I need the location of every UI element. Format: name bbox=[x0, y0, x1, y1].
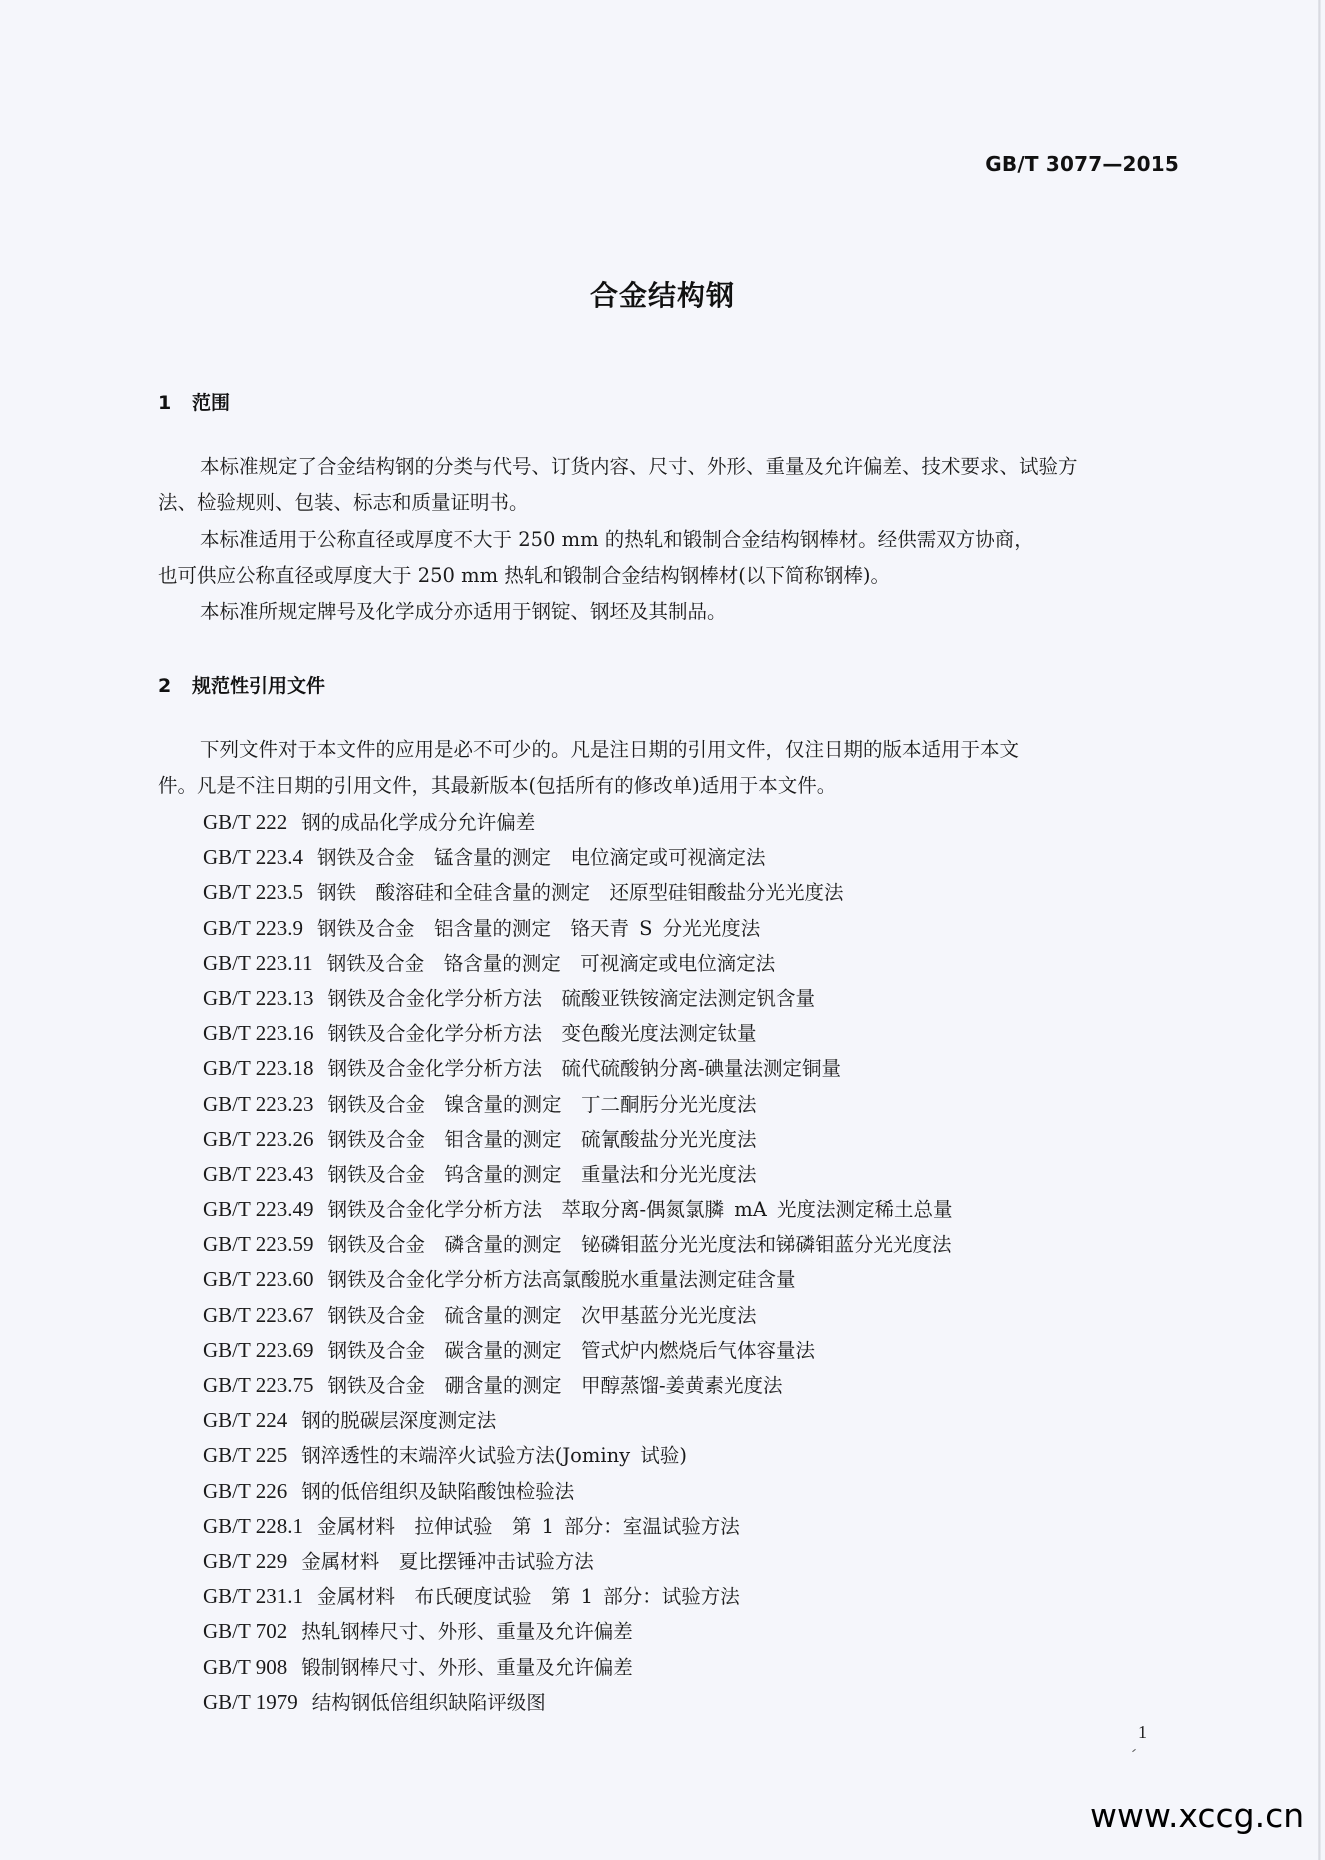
reference-item bbox=[203, 1655, 953, 1690]
reference-title: 热轧钢棒尺寸、外形、重量及允许偏差 bbox=[301, 1620, 633, 1644]
reference-item bbox=[203, 1584, 953, 1619]
reference-item bbox=[203, 1373, 953, 1408]
reference-title: 金属材料 布氏硬度试验 第 1 部分：试验方法 bbox=[316, 1585, 740, 1609]
reference-title: 钢铁及合金 钨含量的测定 重量法和分光光度法 bbox=[327, 1162, 757, 1186]
section-heading-normative-references bbox=[158, 671, 325, 698]
reference-title: 钢铁及合金化学分析方法 硫酸亚铁铵滴定法测定钒含量 bbox=[327, 986, 815, 1010]
reference-item bbox=[203, 1303, 953, 1338]
reference-code: GB/T 223.18 bbox=[203, 1056, 314, 1081]
section-number: 1 bbox=[158, 392, 172, 414]
paragraph-line: 下列文件对于本文件的应用是必不可少的。凡是注日期的引用文件，仅注日期的版本适用于本文 bbox=[200, 738, 1020, 761]
reference-code: GB/T 223.43 bbox=[203, 1161, 314, 1186]
reference-code: GB/T 225 bbox=[203, 1443, 288, 1468]
document-title: 合金结构钢 bbox=[589, 279, 735, 312]
reference-code: GB/T 223.59 bbox=[203, 1232, 314, 1257]
reference-item bbox=[203, 951, 953, 986]
watermark: www.xccg.cn bbox=[1090, 1796, 1305, 1835]
reference-title: 钢铁及合金 镍含量的测定 丁二酮肟分光光度法 bbox=[327, 1092, 757, 1116]
reference-code: GB/T 223.49 bbox=[203, 1197, 314, 1222]
reference-code: GB/T 224 bbox=[203, 1408, 288, 1433]
reference-code: GB/T 223.5 bbox=[203, 880, 303, 905]
reference-title: 钢铁及合金化学分析方法高氯酸脱水重量法测定硅含量 bbox=[327, 1268, 796, 1292]
reference-item bbox=[203, 1514, 953, 1549]
reference-item bbox=[203, 1092, 953, 1127]
reference-title: 钢铁及合金 磷含量的测定 铋磷钼蓝分光光度法和锑磷钼蓝分光光度法 bbox=[327, 1233, 952, 1257]
section-number: 2 bbox=[158, 675, 172, 697]
reference-code: GB/T 223.26 bbox=[203, 1126, 314, 1151]
reference-item bbox=[203, 1443, 953, 1478]
reference-list bbox=[203, 810, 953, 1725]
section-title: 范围 bbox=[192, 392, 231, 414]
reference-item bbox=[203, 1197, 953, 1232]
reference-item bbox=[203, 1127, 953, 1162]
reference-item bbox=[203, 1690, 953, 1725]
reference-item bbox=[203, 916, 953, 951]
reference-title: 钢铁及合金 硼含量的测定 甲醇蒸馏-姜黄素光度法 bbox=[327, 1374, 783, 1397]
reference-code: GB/T 223.11 bbox=[203, 950, 313, 975]
reference-title: 钢铁及合金 锰含量的测定 电位滴定或可视滴定法 bbox=[316, 846, 766, 870]
reference-item bbox=[203, 1267, 953, 1302]
reference-code: GB/T 228.1 bbox=[203, 1513, 303, 1538]
reference-code: GB/T 1979 bbox=[203, 1689, 298, 1714]
reference-item bbox=[203, 1162, 953, 1197]
reference-title: 钢铁及合金 铝含量的测定 铬天青 S 分光光度法 bbox=[316, 916, 761, 940]
paragraph-line: 法、检验规则、包装、标志和质量证明书。 bbox=[158, 491, 529, 514]
reference-code: GB/T 223.13 bbox=[203, 985, 314, 1010]
reference-code: GB/T 222 bbox=[203, 810, 288, 834]
reference-item bbox=[203, 986, 953, 1021]
reference-title: 钢的成品化学成分允许偏差 bbox=[301, 811, 536, 834]
section-title: 规范性引用文件 bbox=[192, 675, 326, 697]
reference-code: GB/T 223.16 bbox=[203, 1021, 314, 1046]
reference-item bbox=[203, 1338, 953, 1373]
paragraph-line: 本标准所规定牌号及化学成分亦适用于钢锭、钢坯及其制品。 bbox=[200, 600, 727, 623]
reference-title: 金属材料 夏比摆锤冲击试验方法 bbox=[301, 1549, 594, 1573]
reference-item bbox=[203, 1021, 953, 1056]
reference-title: 钢铁及合金 碳含量的测定 管式炉内燃烧后气体容量法 bbox=[327, 1338, 815, 1362]
paragraph-line: 件。凡是不注日期的引用文件，其最新版本(包括所有的修改单)适用于本文件。 bbox=[158, 774, 837, 797]
paragraph-line: 本标准适用于公称直径或厚度不大于 250 mm 的热轧和锻制合金结构钢棒材。经供需双方协商， bbox=[200, 528, 1034, 551]
reference-item bbox=[203, 845, 953, 880]
reference-code: GB/T 908 bbox=[203, 1654, 288, 1679]
reference-title: 钢铁及合金化学分析方法 萃取分离-偶氮氯膦 mA 光度法测定稀土总量 bbox=[327, 1198, 953, 1222]
reference-item bbox=[203, 880, 953, 915]
reference-code: GB/T 702 bbox=[203, 1619, 288, 1644]
reference-code: GB/T 223.23 bbox=[203, 1091, 314, 1116]
reference-title: 钢铁及合金 钼含量的测定 硫氰酸盐分光光度法 bbox=[327, 1127, 757, 1151]
reference-title: 钢铁 酸溶硅和全硅含量的测定 还原型硅钼酸盐分光光度法 bbox=[316, 881, 844, 905]
reference-code: GB/T 226 bbox=[203, 1478, 288, 1503]
reference-title: 金属材料 拉伸试验 第 1 部分：室温试验方法 bbox=[316, 1514, 740, 1538]
reference-code: GB/T 223.67 bbox=[203, 1302, 314, 1327]
reference-item bbox=[203, 1549, 953, 1584]
reference-title: 钢铁及合金 硫含量的测定 次甲基蓝分光光度法 bbox=[327, 1303, 757, 1327]
reference-item bbox=[203, 1619, 953, 1654]
reference-title: 钢铁及合金化学分析方法 变色酸光度法测定钛量 bbox=[327, 1022, 757, 1046]
reference-code: GB/T 231.1 bbox=[203, 1584, 303, 1609]
scan-mark bbox=[1132, 1749, 1136, 1752]
reference-item bbox=[203, 810, 953, 845]
reference-item bbox=[203, 1408, 953, 1443]
reference-code: GB/T 223.9 bbox=[203, 915, 303, 940]
reference-title: 钢铁及合金化学分析方法 硫代硫酸钠分离-碘量法测定铜量 bbox=[327, 1057, 842, 1081]
section-heading-scope bbox=[158, 388, 230, 415]
reference-code: GB/T 223.75 bbox=[203, 1373, 314, 1397]
reference-code: GB/T 223.60 bbox=[203, 1267, 314, 1292]
reference-title: 钢的低倍组织及缺陷酸蚀检验法 bbox=[301, 1479, 575, 1503]
reference-item bbox=[203, 1056, 953, 1091]
reference-title: 锻制钢棒尺寸、外形、重量及允许偏差 bbox=[301, 1655, 633, 1679]
reference-title: 钢的脱碳层深度测定法 bbox=[301, 1409, 497, 1433]
reference-code: GB/T 229 bbox=[203, 1548, 288, 1573]
page-number: 1 bbox=[1138, 1722, 1147, 1742]
reference-code: GB/T 223.4 bbox=[203, 845, 303, 870]
reference-code: GB/T 223.69 bbox=[203, 1337, 314, 1362]
standard-code: GB/T 3077—2015 bbox=[985, 152, 1179, 176]
reference-title: 钢淬透性的末端淬火试验方法(Jominy 试验) bbox=[301, 1444, 687, 1468]
reference-item bbox=[203, 1232, 953, 1267]
reference-title: 钢铁及合金 铬含量的测定 可视滴定或电位滴定法 bbox=[326, 951, 776, 975]
paragraph-line: 本标准规定了合金结构钢的分类与代号、订货内容、尺寸、外形、重量及允许偏差、技术要求、试验方 bbox=[200, 455, 1078, 478]
paragraph-line: 也可供应公称直径或厚度大于 250 mm 热轧和锻制合金结构钢棒材(以下简称钢棒)。 bbox=[158, 564, 891, 587]
reference-title: 结构钢低倍组织缺陷评级图 bbox=[311, 1690, 546, 1714]
reference-item bbox=[203, 1479, 953, 1514]
